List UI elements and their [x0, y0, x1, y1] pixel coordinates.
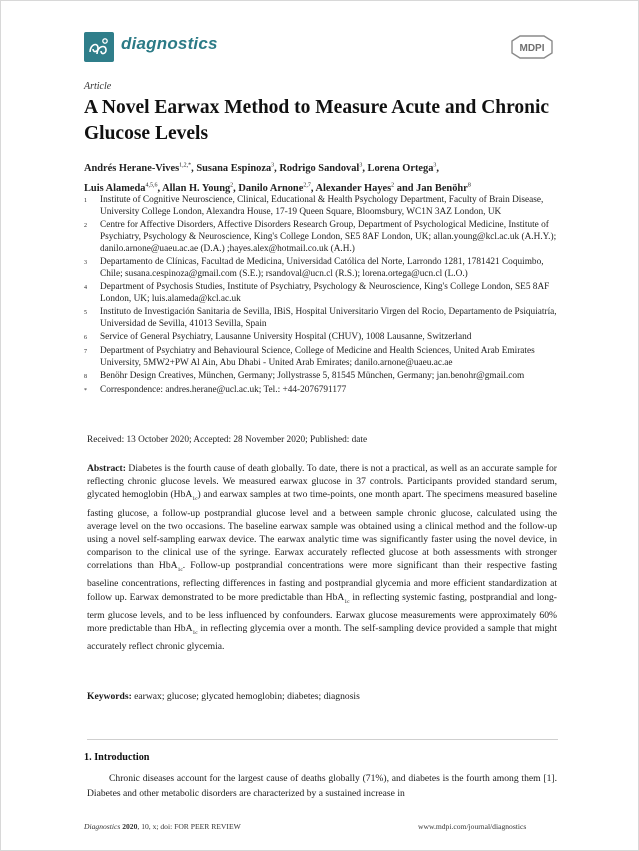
author-list [84, 158, 564, 197]
footer-citation: Diagnostics 2020, 10, x; doi: FOR PEER REVIEW [84, 822, 241, 831]
affiliation: 7 Department of Psychiatry and Behavioural Science, College of Medicine and Health Sciences, United Arab Emirates University, 5MW2+PW Al Ain, Abu Dhabi - United Arab Emirates; danilo.arnone@uaeu.ac.ae [84, 346, 535, 368]
introduction-text: Chronic diseases account for the largest cause of deaths globally (71%), and diabetes is the fourth among them [1]. Diabetes and other metabolic disorders are characterized by a sustained increase in [87, 773, 557, 799]
mdpi-logo [508, 34, 556, 60]
journal-logo-icon [84, 32, 114, 62]
journal-name: diagnostics [121, 34, 218, 53]
section-heading: 1. Introduction [84, 752, 150, 763]
correspondence: * Correspondence: andres.herane@ucl.ac.uk; Tel.: +44-2076791177 [84, 385, 347, 395]
author[interactable]: Jan Benöhr$^8$ [416, 182, 471, 194]
affiliation-list [84, 194, 560, 398]
publisher-name: MDPI [519, 43, 545, 54]
footer-url[interactable]: www.mdpi.com/journal/diagnostics [418, 822, 527, 831]
article-type: Article [84, 81, 112, 92]
author[interactable]: Lorena Ortega$^3$, [367, 163, 440, 175]
affiliation: 8 Benöhr Design Creatives, München, Germany; Jollystrasse 5, 81545 München, Germany; jan.benohr@gmail.com [84, 371, 525, 381]
author[interactable]: Rodrigo Sandoval$^3$, [279, 163, 368, 175]
author[interactable]: Alexander Hayes$^2$ and [315, 182, 417, 194]
affiliation: 6 Service of General Psychiatry, Lausanne University Hospital (CHUV), 1008 Lausanne, Switzerland [84, 332, 472, 342]
affiliation: 3 Departamento de Clínicas, Facultad de Medicina, Universidad Católica del Norte, Larrondo 1281, 1781421 Coquimbo, Chile; susana.cespinoza@gmail.com (S.E.); rsandoval@ucn.cl (R.S.); lorena.ortega@ucn.cl (L.O.) [84, 257, 544, 279]
author[interactable]: Allan H. Young$^2$, [162, 182, 239, 194]
keywords: Keywords: earwax; glucose; glycated hemoglobin; diabetes; diagnosis [87, 691, 360, 702]
abstract-label: Abstract: [87, 463, 126, 474]
publication-dates: Received: 13 October 2020; Accepted: 28 November 2020; Published: date [87, 435, 368, 445]
author[interactable]: Danilo Arnone$^{2,7}$, [238, 182, 316, 194]
affiliation: 1 Institute of Cognitive Neuroscience, Clinical, Educational & Health Psychology Department, Faculty of Brain Disease, University College London, Alexandra House, 17-19 Queen Square, Bloomsbury, WC1N 3AZ London, UK [84, 195, 544, 217]
affiliation: 4 Department of Psychosis Studies, Institute of Psychiatry, Psychology & Neuroscience, King's College London, SE5 8AF London, UK; luis.alameda@kcl.ac.uk [84, 282, 550, 304]
keywords-label: Keywords: [87, 691, 132, 702]
author[interactable]: Andrés Herane-Vives$^{1,2,*}$, [84, 163, 197, 175]
affiliation: 2 Centre for Affective Disorders, Affective Disorders Research Group, Department of Psychological Medicine, Institute of Psychiatry, Psychology & Neuroscience, King's College London, SE5 8AF London, UK; allan.young@kcl.ac.uk (A.H.Y.); danilo.arnone@uaeu.ac.ae (D.A.) ;hayes.alex@hotmail.co.uk (A.H.) [84, 220, 557, 254]
divider [87, 739, 558, 740]
affiliation: 5 Instituto de Investigación Sanitaria de Sevilla, IBiS, Hospital Universitario Virgen del Rocio, Departamento de Psiquiatría, Universidad de Sevilla, 41013 Sevilla, Spain [84, 307, 557, 329]
author[interactable]: Luis Alameda$^{4,5,6}$, [84, 182, 163, 194]
paper-title: A Novel Earwax Method to Measure Acute and Chronic Glucose Levels [84, 97, 550, 144]
abstract: Abstract: Diabetes is the fourth cause of death globally. To date, there is not a practical, as well as an accurate sample for reflecting chronic glucose levels. We measured earwax glucose in 37 controls. Participants provided standard serum, glycated hemoglobin (HbA$_{1c}$) and earwax samples at two time-points, one month apart. The specimens measured baseline fasting glucose, a follow-up postprandial glucose level and a between sample chronic glucose, calculated using the average level on the two occasions. The baseline earwax sample was obtained using a clinical method and the follow-up using a novel self-sampling earwax device. The earwax analytic time was significantly faster using the novel device, in comparison to the clinical use of the syringe. Earwax accurately reflected glucose at both assessments with stronger correlations than HbA$_{1c}$. Follow-up postprandial concentrations were more significant than their respective fasting baseline concentrations, reflecting differences in fasting and postprandial glycemia and more efficient standardization at follow up. Earwax demonstrated to be more predictable than HbA$_{1c}$ in reflecting systemic fasting, postprandial and long-term glucose levels, and to be less influenced by confounders. Earwax glucose measurements were approximately 60% more predictable than HbA$_{1c}$ in reflecting glycemia over a month. The self-sampling device provided a sample that might accurately reflect chronic glycemia. [87, 463, 557, 653]
author[interactable]: Susana Espinoza$^3$, [196, 163, 280, 175]
